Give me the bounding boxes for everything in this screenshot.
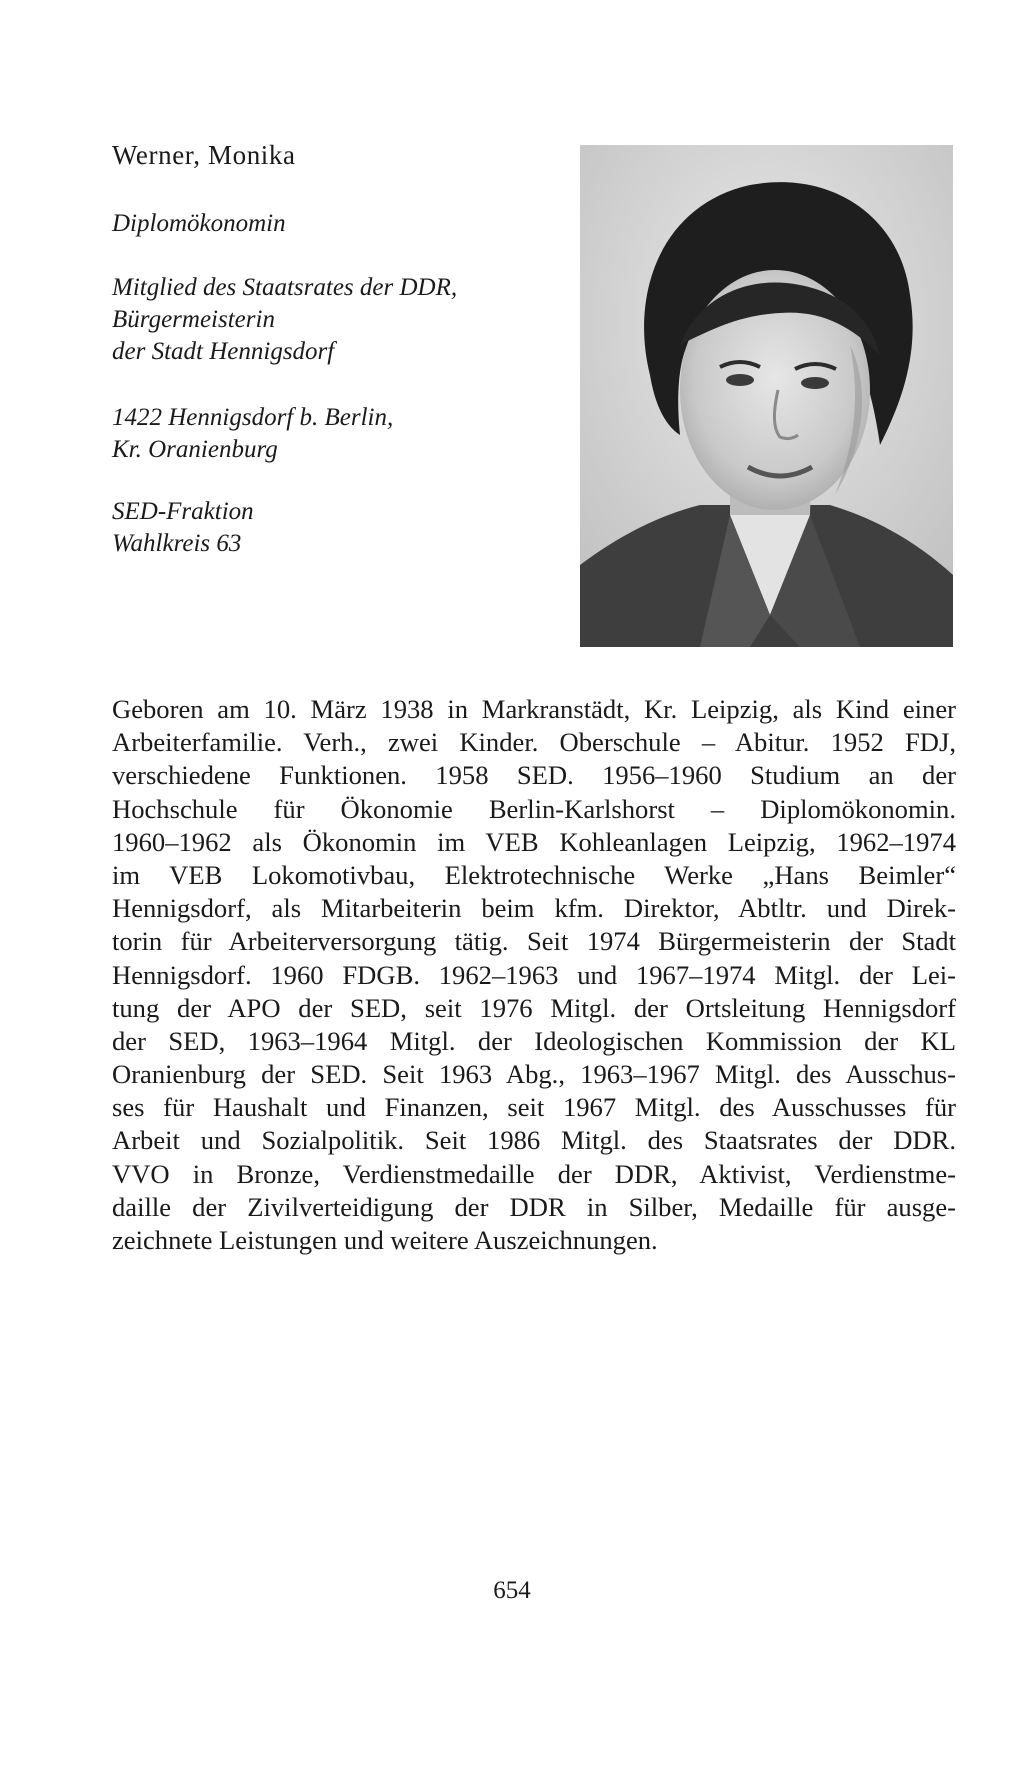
fraction-line: SED-Fraktion [112, 498, 254, 525]
entry-name: Werner, Monika [112, 140, 296, 170]
fraction-block [112, 496, 254, 560]
biography-line: verschiedene Funktionen. 1958 SED. 1956–1960 Studium an der [112, 760, 956, 791]
address-line: 1422 Hennigsdorf b. Berlin, [112, 404, 394, 431]
biography-line: daille der Zivilverteidigung der DDR in Silber, Medaille für ausge- [112, 1191, 956, 1222]
biography-line: ses für Haushalt und Finanzen, seit 1967 Mitgl. des Ausschusses für [112, 1092, 956, 1123]
biography-line: VVO in Bronze, Verdienstmedaille der DDR, Aktivist, Verdienstme- [112, 1158, 956, 1189]
biography-line: im VEB Lokomotivbau, Elektrotechnische Werke „Hans Beimler“ [112, 859, 956, 890]
biography-line: Oranienburg der SED. Seit 1963 Abg., 1963–1967 Mitgl. des Ausschus- [112, 1059, 956, 1090]
occupation [112, 208, 286, 240]
biography-line: Geboren am 10. März 1938 in Markranstädt, Kr. Leipzig, als Kind einer [112, 694, 956, 724]
address-line: Kr. Oranienburg [112, 436, 278, 463]
biography-line: tung der APO der SED, seit 1976 Mitgl. der Ortsleitung Hennigsdorf [112, 992, 956, 1023]
position-line: Bürgermeisterin [112, 306, 275, 333]
address-block [112, 402, 393, 466]
biography-line: Hennigsdorf. 1960 FDGB. 1962–1963 und 1967–1974 Mitgl. der Lei- [112, 959, 956, 990]
constituency-line: Wahlkreis 63 [112, 530, 242, 557]
biography-line: Hochschule für Ökonomie Berlin-Karlshorst – Diplomökonomin. [112, 793, 956, 824]
biography-line: zeichnete Leistungen und weitere Auszeichnungen. [112, 1225, 658, 1255]
biography-line: Arbeiterfamilie. Verh., zwei Kinder. Oberschule – Abitur. 1952 FDJ, [112, 727, 956, 758]
biography-line: 1960–1962 als Ökonomin im VEB Kohleanlagen Leipzig, 1962–1974 [112, 826, 956, 857]
portrait-photo [580, 145, 953, 647]
biography-line: Arbeit und Sozialpolitik. Seit 1986 Mitgl. des Staatsrates der DDR. [112, 1125, 956, 1156]
page-number: 654 [493, 1577, 531, 1604]
occupation-text: Diplomökonomin [112, 210, 286, 237]
position-line: Mitglied des Staatsrates der DDR, [112, 274, 458, 301]
biography-text [112, 693, 956, 1257]
biography-line: torin für Arbeiterversorgung tätig. Seit 1974 Bürgermeisterin der Stadt [112, 926, 956, 957]
portrait-image [580, 145, 953, 647]
positions-block [112, 272, 457, 368]
biography-line: der SED, 1963–1964 Mitgl. der Ideologischen Kommission der KL [112, 1025, 956, 1056]
position-line: der Stadt Hennigsdorf [112, 338, 335, 365]
biography-line: Hennigsdorf, als Mitarbeiterin beim kfm. Direktor, Abtltr. und Direk- [112, 893, 956, 924]
